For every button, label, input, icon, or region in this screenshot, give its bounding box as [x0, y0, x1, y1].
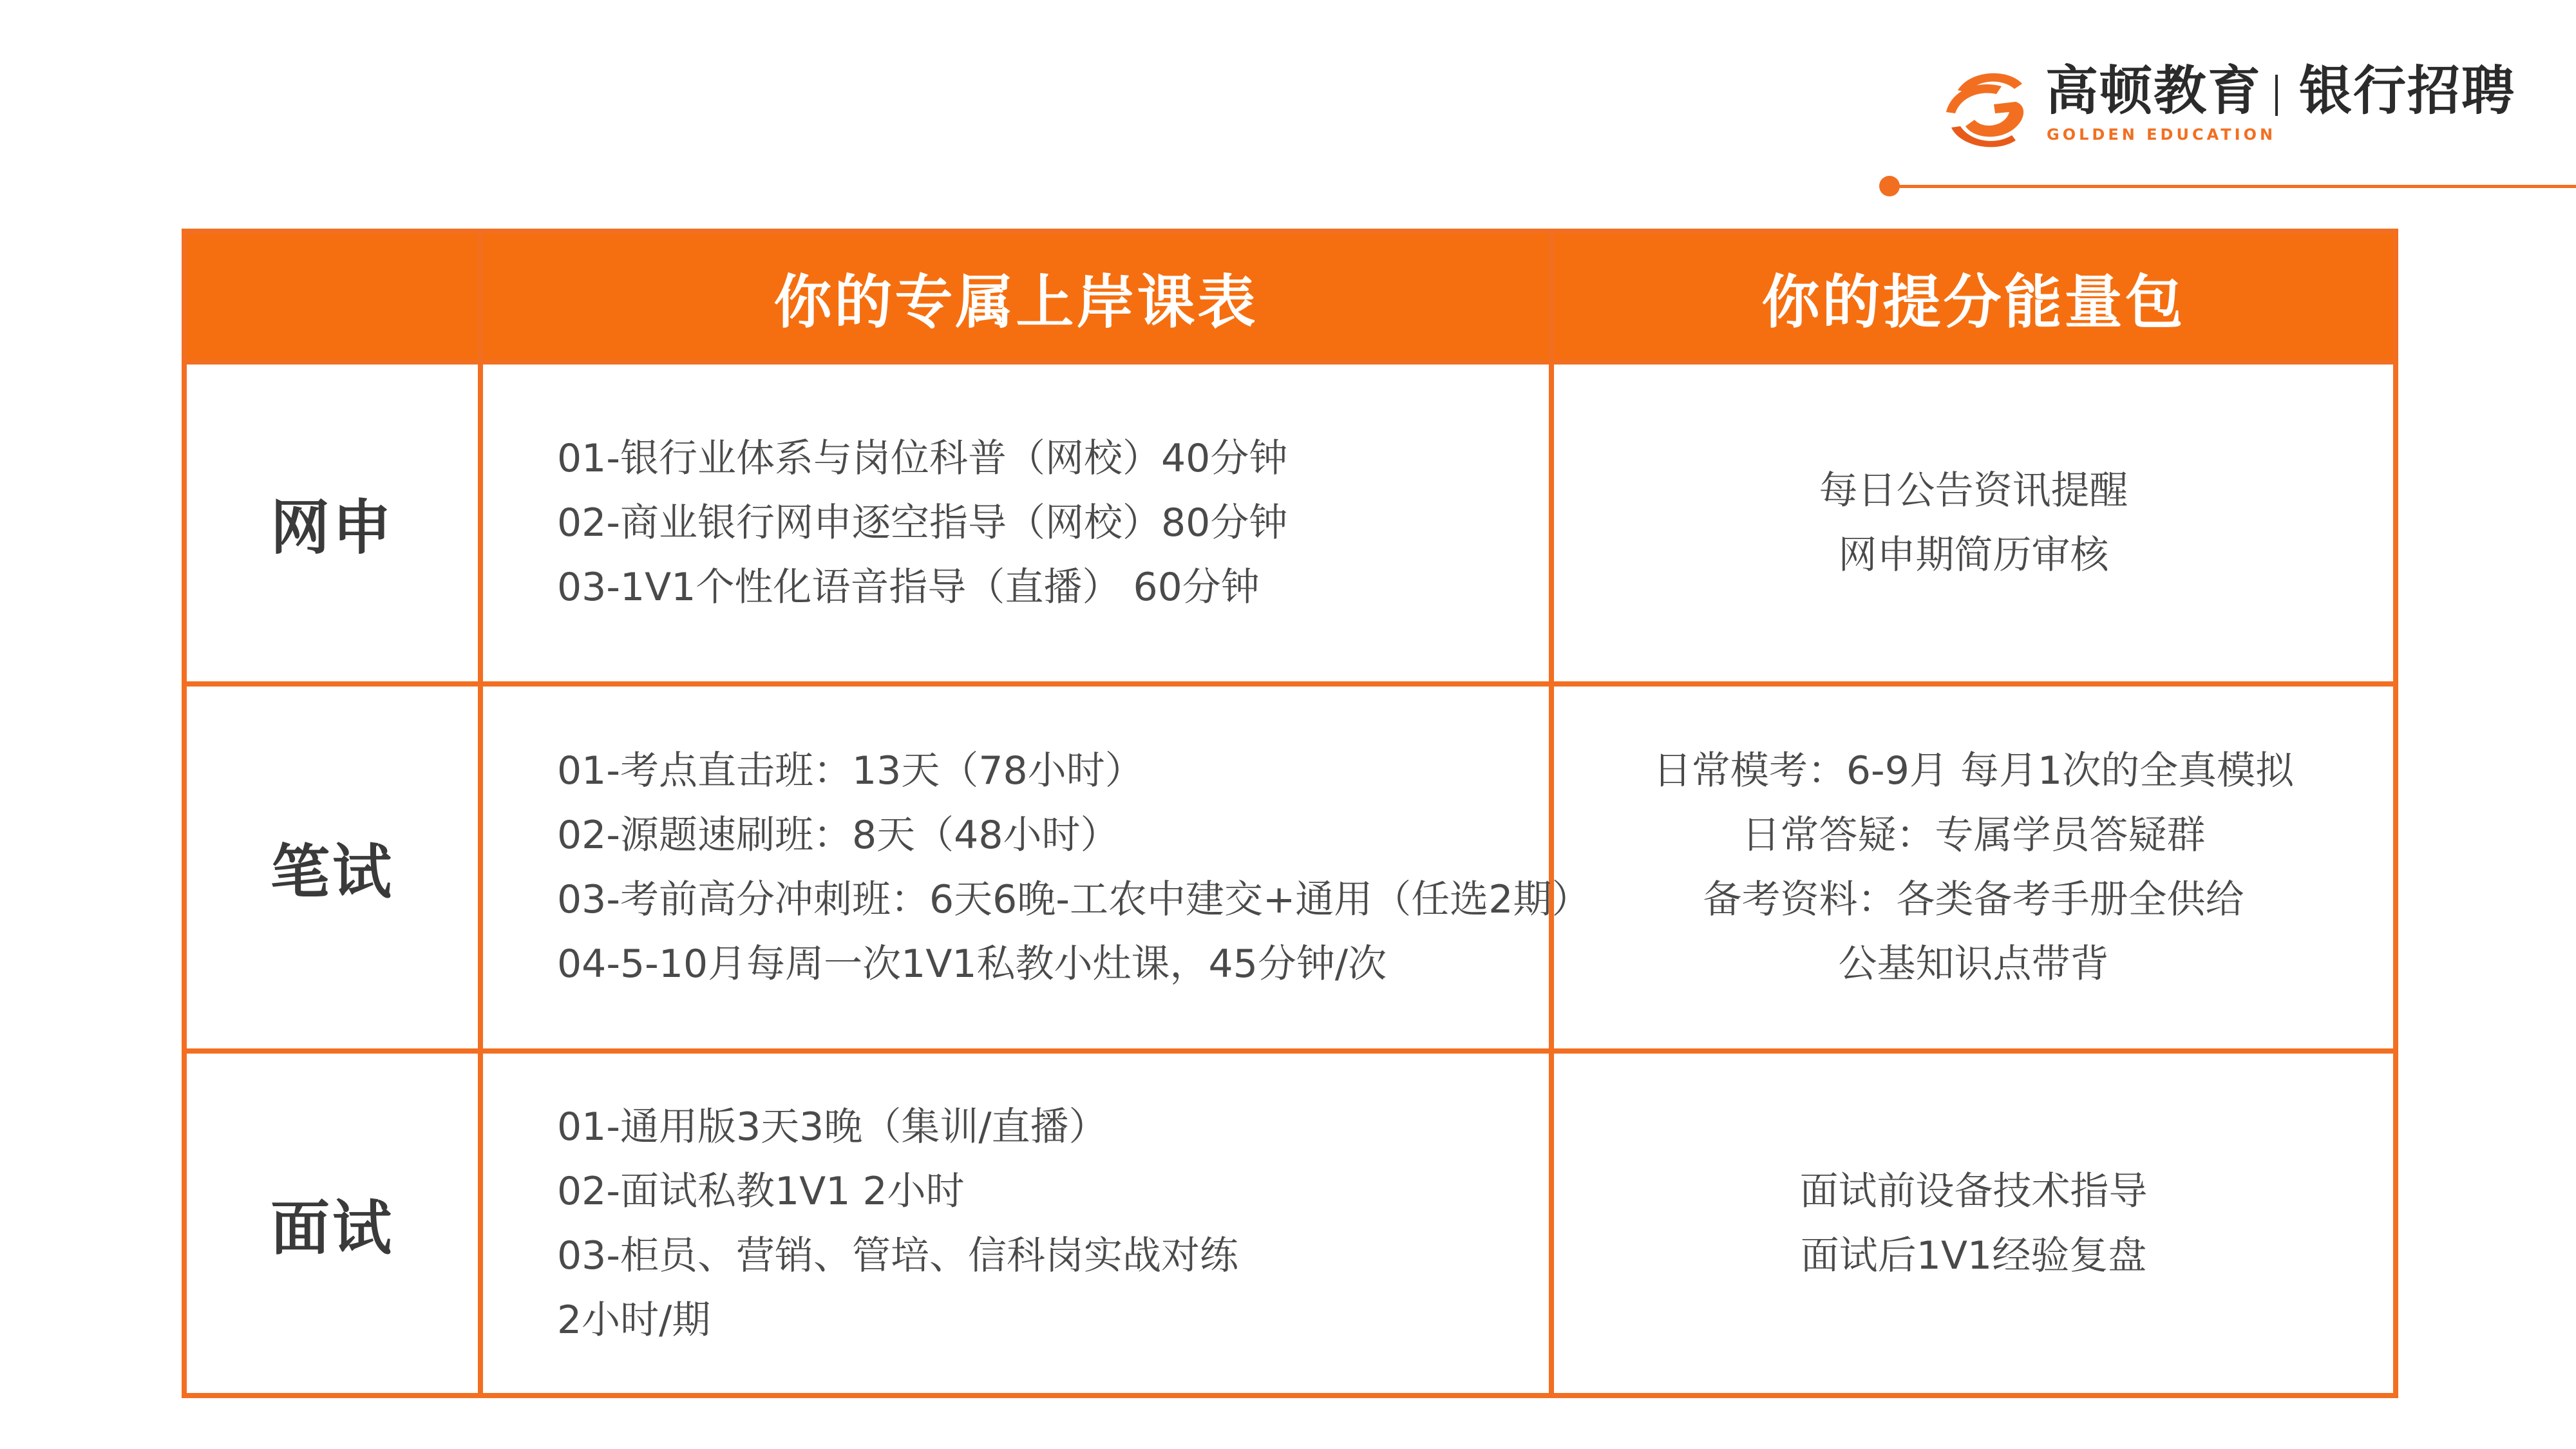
pack-item: 公基知识点带背 — [1838, 942, 2109, 987]
accent-line — [1890, 185, 2576, 188]
pack-item: 网申期简历审核 — [1838, 533, 2109, 578]
course-item: 01-通用版3天3晚（集训/直播） — [557, 1104, 1108, 1150]
course-item: 03-柜员、营销、管培、信科岗实战对练 — [557, 1233, 1238, 1278]
brand-header — [1932, 50, 2531, 160]
table-header-pack: 你的提分能量包 — [1551, 231, 2396, 362]
course-cell — [480, 684, 1591, 1051]
course-table — [182, 229, 2398, 1398]
pack-cell — [1551, 684, 2396, 1051]
brand-divider — [2275, 75, 2278, 116]
golden-education-logo-icon — [1932, 50, 2041, 160]
course-item: 2小时/期 — [557, 1297, 711, 1343]
table-header-row — [184, 231, 2396, 362]
course-item: 01-考点直击班：13天（78小时） — [557, 748, 1144, 793]
course-item: 04-5-10月每周一次1V1私教小灶课，45分钟/次 — [557, 942, 1387, 987]
pack-item: 面试后1V1经验复盘 — [1800, 1233, 2147, 1278]
brand-english-name: GOLDEN EDUCATION — [2047, 126, 2277, 144]
pack-item: 日常答疑：专属学员答疑群 — [1741, 813, 2206, 858]
table-row — [184, 362, 2396, 684]
table-row — [184, 684, 2396, 1051]
course-item: 03-考前高分冲刺班：6天6晚-工农中建交+通用（任选2期） — [557, 877, 1591, 922]
pack-cell — [1551, 362, 2396, 684]
accent-dot — [1879, 176, 1900, 196]
row-label: 笔试 — [184, 684, 480, 1051]
row-label: 网申 — [184, 362, 480, 684]
pack-cell — [1551, 1051, 2396, 1396]
brand-name: 高顿教育 — [2045, 61, 2262, 122]
table-header-course: 你的专属上岸课表 — [480, 231, 1551, 362]
course-item: 03-1V1个性化语音指导（直播） 60分钟 — [557, 565, 1260, 610]
table-row — [184, 1051, 2396, 1396]
brand-tag: 银行招聘 — [2299, 61, 2516, 122]
course-item: 02-商业银行网申逐空指导（网校）80分钟 — [557, 500, 1288, 545]
row-label: 面试 — [184, 1051, 480, 1396]
course-item: 02-面试私教1V1 2小时 — [557, 1168, 965, 1214]
course-item: 02-源题速刷班：8天（48小时） — [557, 813, 1119, 858]
pack-item: 面试前设备技术指导 — [1799, 1168, 2148, 1214]
pack-item: 备考资料：各类备考手册全供给 — [1703, 877, 2244, 922]
course-cell — [480, 362, 1551, 684]
pack-item: 日常模考：6-9月 每月1次的全真模拟 — [1653, 748, 2295, 793]
pack-item: 每日公告资讯提醒 — [1819, 468, 2128, 513]
course-item: 01-银行业体系与岗位科普（网校）40分钟 — [557, 436, 1288, 481]
table-header-corner — [184, 231, 480, 362]
course-cell — [480, 1051, 1551, 1396]
